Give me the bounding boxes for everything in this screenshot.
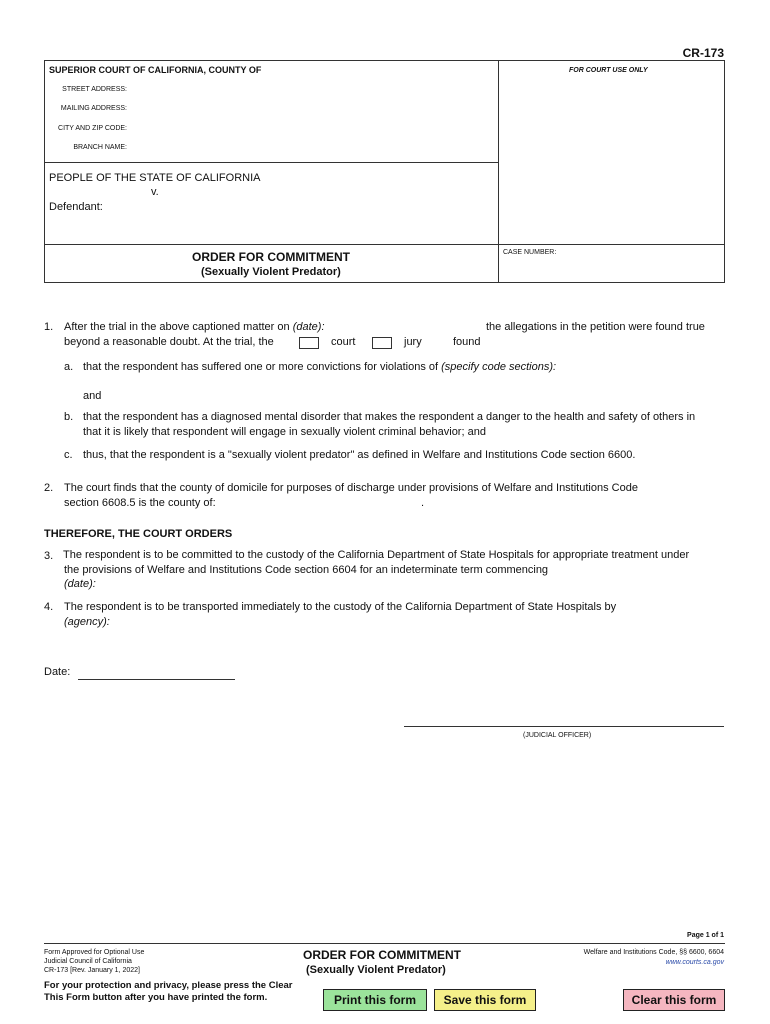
item1-text: After the trial in the above captioned matter on (date): bbox=[64, 321, 325, 333]
form-title: ORDER FOR COMMITMENT bbox=[192, 250, 350, 264]
item2-text-2: section 6608.5 is the county of: bbox=[64, 497, 216, 509]
jury-checkbox[interactable] bbox=[372, 337, 392, 349]
item1c-letter: c. bbox=[64, 449, 73, 461]
item3-number: 3. bbox=[44, 550, 54, 562]
court-use-label: FOR COURT USE ONLY bbox=[569, 67, 648, 74]
date-label: Date: bbox=[44, 666, 71, 678]
orders-heading: THEREFORE, THE COURT ORDERS bbox=[44, 528, 233, 540]
item2-text-1: The court finds that the county of domicile for purposes of discharge under provisions of Welfare and Institutions Code bbox=[64, 482, 638, 494]
item1b-text-2: that it is likely that respondent will engage in sexually violent criminal behavior; and bbox=[83, 426, 486, 438]
item1c-text: thus, that the respondent is a "sexually violent predator" as defined in Welfare and Institutions Code section 6600. bbox=[83, 449, 636, 461]
item3-text-1: The respondent is to be committed to the custody of the California Department of State Hospitals for appropriate treatment under bbox=[63, 549, 690, 561]
court-heading: SUPERIOR COURT OF CALIFORNIA, COUNTY OF bbox=[49, 65, 262, 75]
item2-number: 2. bbox=[44, 482, 54, 494]
people-label: PEOPLE OF THE STATE OF CALIFORNIA bbox=[49, 172, 261, 184]
date-field-line[interactable] bbox=[78, 679, 235, 680]
found-label: found bbox=[453, 336, 481, 348]
page-number: Page 1 of 1 bbox=[687, 932, 724, 939]
case-number-label: CASE NUMBER: bbox=[503, 249, 557, 256]
caption-divider bbox=[498, 60, 499, 283]
item1b-letter: b. bbox=[64, 411, 74, 423]
item3-text-2: the provisions of Welfare and Institutions Code section 6604 for an indeterminate term commencing bbox=[64, 564, 549, 576]
form-subtitle: (Sexually Violent Predator) bbox=[201, 266, 341, 278]
item1-date-hint: (date): bbox=[292, 321, 325, 333]
website-link[interactable]: www.courts.ca.gov bbox=[665, 959, 724, 966]
privacy-note: For your protection and privacy, please press the Clear This Form button after you have printed the form. bbox=[44, 980, 293, 1003]
branch-name-label: BRANCH NAME: bbox=[73, 144, 127, 151]
item1a-text: that the respondent has suffered one or more convictions for violations of (specify code sections): bbox=[83, 361, 557, 373]
versus-label: v. bbox=[151, 186, 159, 198]
item4-agency-hint: (agency): bbox=[64, 616, 110, 628]
jury-option-label: jury bbox=[404, 336, 422, 348]
save-button[interactable]: Save this form bbox=[434, 989, 536, 1011]
judicial-officer-label: (JUDICIAL OFFICER) bbox=[523, 732, 592, 739]
footer-title: ORDER FOR COMMITMENT bbox=[303, 948, 461, 962]
item1-text-b: the allegations in the petition were found true bbox=[486, 321, 705, 333]
court-checkbox[interactable] bbox=[299, 337, 319, 349]
signature-line[interactable] bbox=[404, 726, 724, 727]
item1-number: 1. bbox=[44, 321, 54, 333]
court-option-label: court bbox=[331, 336, 356, 348]
item1b-text-1: that the respondent has a diagnosed mental disorder that makes the respondent a danger to the health and safety of others in bbox=[83, 411, 696, 423]
item3-date-hint: (date): bbox=[64, 578, 96, 590]
print-button[interactable]: Print this form bbox=[323, 989, 427, 1011]
mailing-address-label: MAILING ADDRESS: bbox=[60, 105, 127, 112]
item1-line2: beyond a reasonable doubt. At the trial, the bbox=[64, 336, 274, 348]
and-label: and bbox=[83, 390, 102, 402]
footer-subtitle: (Sexually Violent Predator) bbox=[306, 964, 446, 976]
defendant-label: Defendant: bbox=[49, 201, 103, 213]
code-citation: Welfare and Institutions Code, §§ 6600, 6604 bbox=[583, 949, 724, 956]
item4-text: The respondent is to be transported immediately to the custody of the California Department of State Hospitals by bbox=[64, 601, 617, 613]
item1a-hint: (specify code sections): bbox=[441, 361, 557, 373]
form-number: CR-173 bbox=[682, 46, 724, 60]
item1a-letter: a. bbox=[64, 361, 74, 373]
street-address-label: STREET ADDRESS: bbox=[62, 86, 127, 93]
item2-period: . bbox=[421, 497, 425, 509]
item4-number: 4. bbox=[44, 601, 54, 613]
approval-text: Form Approved for Optional Use Judicial Council of California CR-173 [Rev. January 1, 2022] bbox=[44, 949, 145, 974]
city-zip-label: CITY AND ZIP CODE: bbox=[58, 125, 127, 132]
clear-button[interactable]: Clear this form bbox=[623, 989, 725, 1011]
